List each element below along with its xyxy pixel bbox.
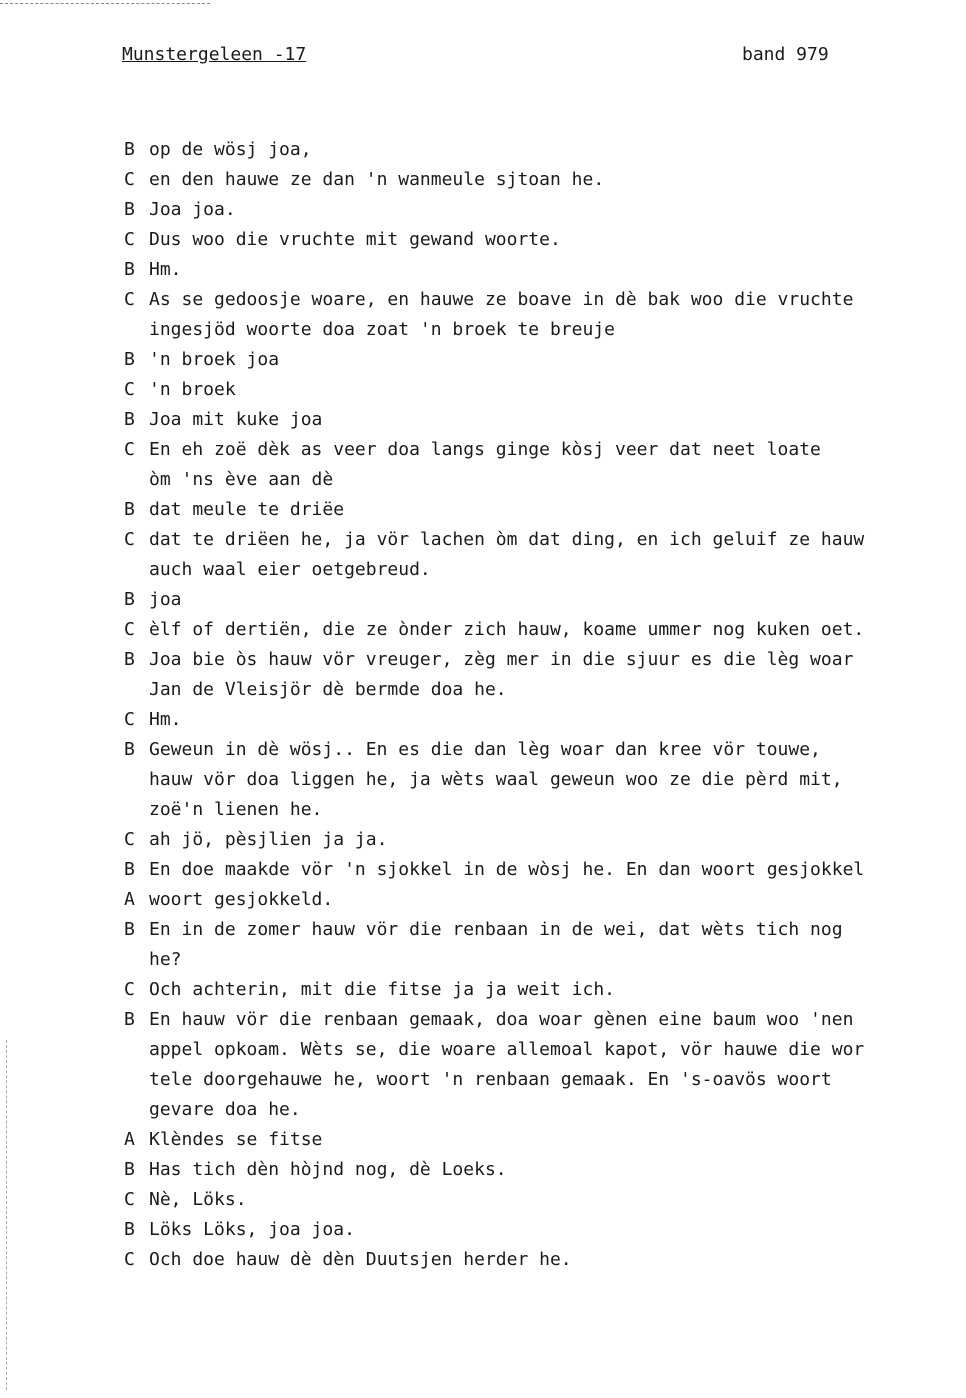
transcript-line xyxy=(0,585,966,615)
transcript-line xyxy=(0,405,966,435)
speaker-label: C xyxy=(124,529,135,550)
transcript-line xyxy=(0,285,966,345)
speaker-label: B xyxy=(124,1009,135,1030)
speaker-label: B xyxy=(124,739,135,760)
utterance-text: En eh zoë dèk as veer doa langs ginge kòsj veer dat neet loate òm 'ns ève aan dè xyxy=(149,439,821,490)
transcript-line xyxy=(0,825,966,855)
speaker-label: B xyxy=(124,859,135,880)
speaker-label: C xyxy=(124,1189,135,1210)
transcript-line xyxy=(0,855,966,885)
transcript-line xyxy=(0,345,966,375)
speaker-label: A xyxy=(124,1129,135,1150)
utterance-text: ah jö, pèsjlien ja ja. xyxy=(149,829,388,850)
speaker-label: C xyxy=(124,229,135,250)
transcript-line xyxy=(0,1215,966,1245)
speaker-label: B xyxy=(124,1219,135,1240)
transcript-line xyxy=(0,885,966,915)
utterance-text: Löks Löks, joa joa. xyxy=(149,1219,355,1240)
page-title: Munstergeleen -17 xyxy=(122,44,307,65)
speaker-label: B xyxy=(124,349,135,370)
transcript-line xyxy=(0,975,966,1005)
utterance-text: en den hauwe ze dan 'n wanmeule sjtoan he. xyxy=(149,169,605,190)
transcript-line xyxy=(0,615,966,645)
transcript-line xyxy=(0,435,966,495)
utterance-text: En doe maakde vör 'n sjokkel in de wòsj he. En dan woort gesjokkel xyxy=(149,859,865,880)
transcript-line xyxy=(0,375,966,405)
transcript-line xyxy=(0,645,966,705)
speaker-label: B xyxy=(124,649,135,670)
speaker-label: B xyxy=(124,259,135,280)
transcript-line xyxy=(0,195,966,225)
speaker-label: A xyxy=(124,889,135,910)
speaker-label: B xyxy=(124,409,135,430)
transcript-line xyxy=(0,705,966,735)
speaker-label: C xyxy=(124,829,135,850)
transcript-line xyxy=(0,915,966,975)
speaker-label: C xyxy=(124,619,135,640)
utterance-text: Dus woo die vruchte mit gewand woorte. xyxy=(149,229,561,250)
speaker-label: B xyxy=(124,919,135,940)
utterance-text: Joa bie òs hauw vör vreuger, zèg mer in die sjuur es die lèg woar Jan de Vleisjör dè bermde doa he. xyxy=(149,649,854,700)
utterance-text: dat te driëen he, ja vör lachen òm dat ding, en ich geluif ze hauw auch waal eier oetgebreud. xyxy=(149,529,865,580)
utterance-text: dat meule te driëe xyxy=(149,499,345,520)
transcript-line xyxy=(0,165,966,195)
utterance-text: As se gedoosje woare, en hauwe ze boave in dè bak woo die vruchte ingesjöd woorte doa zoat 'n broek te breuje xyxy=(149,289,854,340)
speaker-label: B xyxy=(124,199,135,220)
utterance-text: Joa joa. xyxy=(149,199,236,220)
transcript-line xyxy=(0,255,966,285)
transcript-line xyxy=(0,1185,966,1215)
speaker-label: B xyxy=(124,499,135,520)
utterance-text: Och doe hauw dè dèn Duutsjen herder he. xyxy=(149,1249,572,1270)
speaker-label: C xyxy=(124,979,135,1000)
speaker-label: B xyxy=(124,1159,135,1180)
utterance-text: Joa mit kuke joa xyxy=(149,409,323,430)
speaker-label: C xyxy=(124,289,135,310)
transcript-line xyxy=(0,735,966,825)
utterance-text: En in de zomer hauw vör die renbaan in de wei, dat wèts tich nog he? xyxy=(149,919,843,970)
speaker-label: C xyxy=(124,169,135,190)
transcript-line xyxy=(0,495,966,525)
utterance-text: Klèndes se fitse xyxy=(149,1129,323,1150)
utterance-text: Och achterin, mit die fitse ja ja weit ich. xyxy=(149,979,615,1000)
transcript-line xyxy=(0,525,966,585)
utterance-text: èlf of dertiën, die ze ònder zich hauw, koame ummer nog kuken oet. xyxy=(149,619,865,640)
utterance-text: woort gesjokkeld. xyxy=(149,889,334,910)
transcript-line xyxy=(0,1245,966,1275)
speaker-label: C xyxy=(124,709,135,730)
utterance-text: 'n broek joa xyxy=(149,349,280,370)
utterance-text: Has tich dèn hòjnd nog, dè Loeks. xyxy=(149,1159,507,1180)
transcript-line xyxy=(0,1125,966,1155)
utterance-text: joa xyxy=(149,589,182,610)
utterance-text: 'n broek xyxy=(149,379,236,400)
speaker-label: C xyxy=(124,379,135,400)
utterance-text: Hm. xyxy=(149,259,182,280)
utterance-text: Geweun in dè wösj.. En es die dan lèg woar dan kree vör touwe, hauw vör doa liggen he, ja wèts waal geweun woo ze die pèrd mit, zoë'n lienen he. xyxy=(149,739,843,820)
transcript xyxy=(0,135,966,1275)
transcript-line xyxy=(0,225,966,255)
utterance-text: Hm. xyxy=(149,709,182,730)
utterance-text: op de wösj joa, xyxy=(149,139,312,160)
top-dashed-rule xyxy=(0,3,210,4)
transcript-line xyxy=(0,1005,966,1125)
speaker-label: B xyxy=(124,589,135,610)
speaker-label: C xyxy=(124,439,135,460)
utterance-text: Nè, Löks. xyxy=(149,1189,247,1210)
transcript-line xyxy=(0,135,966,165)
speaker-label: C xyxy=(124,1249,135,1270)
band-number: band 979 xyxy=(742,44,829,65)
utterance-text: En hauw vör die renbaan gemaak, doa woar gènen eine baum woo 'nen appel opkoam. Wèts se, die woare allemoal kapot, vör hauwe die wor tele doorgehauwe he, woort 'n renbaan gemaak. En 's-oavös woort gevare doa he. xyxy=(149,1009,865,1120)
transcript-line xyxy=(0,1155,966,1185)
speaker-label: B xyxy=(124,139,135,160)
